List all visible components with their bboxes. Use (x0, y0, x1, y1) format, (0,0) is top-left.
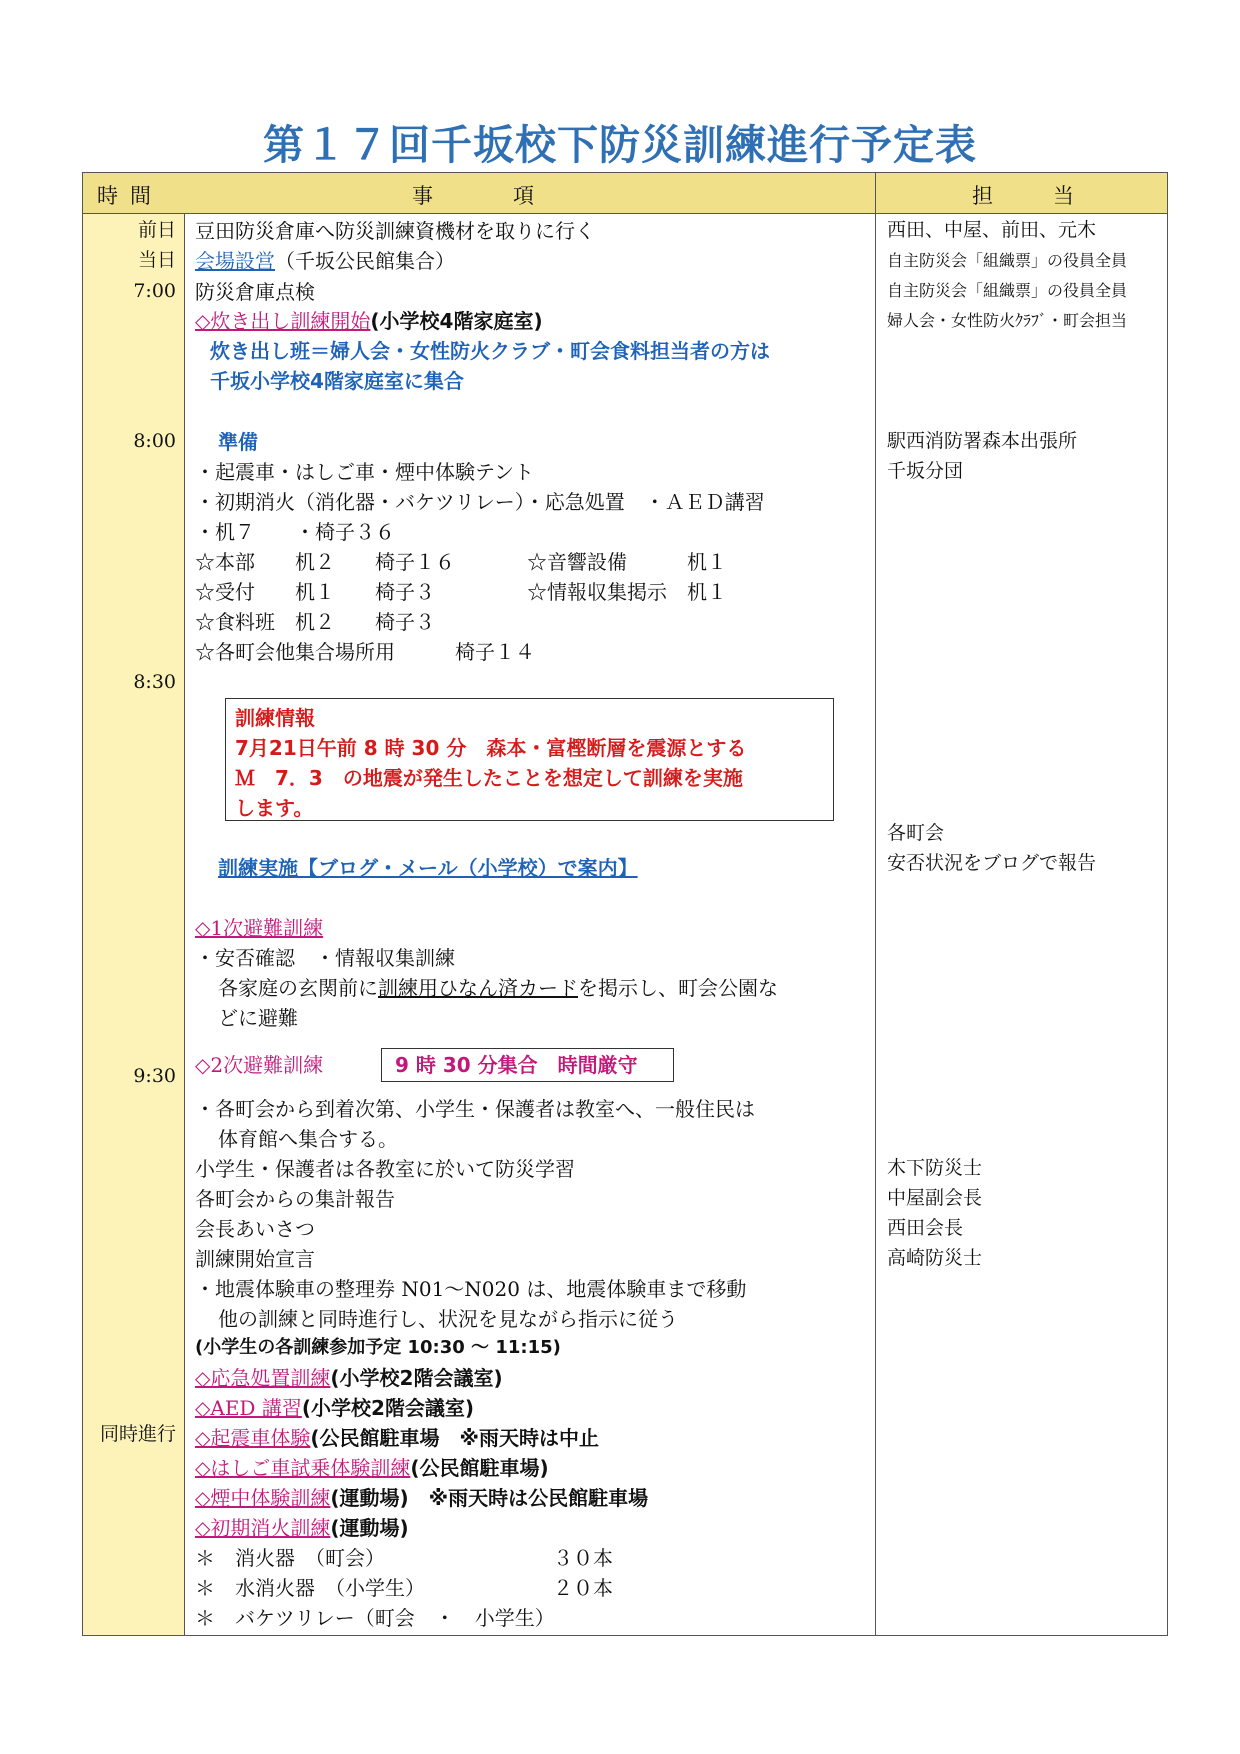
training-heading: ◇起震車体験 (195, 1426, 311, 1450)
assignee-text: 中屋副会長 (887, 1187, 983, 1209)
assignee-text: 駅西消防署森本出張所 (887, 430, 1078, 452)
training-heading: ◇炊き出し訓練開始 (195, 309, 371, 333)
item-text: 体育館へ集合する。 (218, 1127, 398, 1151)
info-text: Ｍ 7．3 の地震が発生したことを想定して訓練を実施 (235, 766, 743, 790)
item-line (195, 1398, 474, 1418)
training-heading: ◇はしご車試乗体験訓練 (195, 1456, 411, 1480)
item-line (195, 1428, 599, 1448)
item-text: ・安否確認 ・情報収集訓練 (195, 946, 455, 970)
assignee-text: 西田、中屋、前田、元木 (887, 219, 1097, 241)
item-text: 会長あいさつ (195, 1217, 315, 1241)
time-label: 8:30 (133, 671, 176, 693)
assignee-text: 婦人会・女性防火ｸﾗﾌﾞ・町会担当 (887, 311, 1128, 330)
training-heading: ◇応急処置訓練 (195, 1366, 331, 1390)
item-text-emphasis: 会場設営 (195, 249, 275, 273)
item-line (195, 1518, 409, 1538)
training-heading: ◇1次避難訓練 (195, 916, 324, 940)
assignee-text: 高崎防災士 (887, 1247, 983, 1269)
item-text: ☆情報収集掲示 机１ (527, 580, 727, 604)
assembly-time-text: 9 時 30 分集合 時間厳守 (395, 1053, 638, 1077)
item-text: 豆田防災倉庫へ防災訓練資機材を取りに行く (195, 219, 595, 243)
item-text: 準備 (218, 430, 258, 454)
item-line (195, 251, 455, 271)
item-text: ☆受付 机１ 椅子３ (195, 580, 435, 604)
item-text: 防災倉庫点検 (195, 280, 315, 304)
assignee-text: 千坂分団 (887, 460, 964, 482)
column-divider (875, 172, 876, 1636)
info-text: 訓練情報 (235, 706, 315, 730)
item-text: (小学生の各訓練参加予定 10:30 ～ 11:15) (195, 1337, 561, 1358)
item-text: どに避難 (218, 1006, 298, 1030)
item-text: (小学校2階会議室) (301, 1396, 475, 1420)
info-text: 7月21日午前 8 時 30 分 森本・富樫断層を震源とする (235, 736, 747, 760)
item-text: を掲示し、町会公園な (578, 976, 778, 1000)
item-text: ☆各町会他集合場所用 椅子１４ (195, 640, 535, 664)
item-text: ＊ バケツリレー（町会 ・ 小学生） (195, 1606, 555, 1630)
training-heading: ◇煙中体験訓練 (195, 1486, 331, 1510)
item-line (195, 1368, 503, 1388)
item-text: ☆食料班 机２ 椅子３ (195, 610, 435, 634)
item-text: ☆音響設備 机１ (527, 550, 727, 574)
item-text: （千坂公民館集合） (275, 249, 455, 273)
assignee-text: 木下防災士 (887, 1157, 983, 1179)
time-label: 同時進行 (99, 1423, 176, 1445)
item-text: (小学校4階家庭室) (370, 309, 543, 333)
item-text: 千坂小学校4階家庭室に集合 (210, 369, 464, 393)
item-text: (小学校2階会議室) (330, 1366, 503, 1390)
item-text: ＊ 消火器 （町会） (195, 1546, 385, 1570)
time-label: 8:00 (133, 430, 176, 452)
assignee-text: 各町会 (887, 822, 945, 844)
item-text: 訓練実施【ブログ・メール（小学校）で案内】 (218, 856, 638, 880)
item-text: ＊ 水消火器 （小学生） (195, 1576, 425, 1600)
time-label: 7:00 (133, 280, 176, 302)
page-title: 第１７回千坂校下防災訓練進行予定表 (263, 121, 977, 169)
item-text: ３０本 (553, 1546, 613, 1570)
training-heading: ◇AED 講習 (195, 1396, 302, 1420)
item-text: (運動場) ※雨天時は公民館駐車場 (330, 1486, 649, 1510)
item-line (195, 1488, 648, 1508)
header-time: 時間 (97, 184, 163, 208)
header-assignee: 担当 (972, 184, 1134, 208)
item-text: ・初期消火（消化器・バケツリレー）・応急処置 ・ＡＥＤ講習 (195, 490, 765, 514)
header-item: 事項 (412, 184, 614, 208)
item-line (195, 311, 543, 331)
item-text: ・机７ ・椅子３６ (195, 520, 395, 544)
assignee-text: 自主防災会「組織票」の役員全員 (887, 251, 1128, 270)
item-text: 他の訓練と同時進行し、状況を見ながら指示に従う (218, 1307, 678, 1331)
item-text: ・地震体験車の整理券 N01～N020 は、地震体験車まで移動 (195, 1277, 747, 1301)
item-line (195, 1458, 549, 1478)
item-text: 小学生・保護者は各教室に於いて防災学習 (195, 1157, 575, 1181)
item-text: (運動場) (330, 1516, 409, 1540)
item-text: ・各町会から到着次第、小学生・保護者は教室へ、一般住民は (195, 1097, 755, 1121)
assignee-text: 安否状況をブログで報告 (887, 852, 1097, 874)
training-heading: ◇初期消火訓練 (195, 1516, 331, 1540)
item-text: 各家庭の玄関前に (218, 976, 378, 1000)
info-text: します。 (235, 796, 314, 820)
assignee-text: 自主防災会「組織票」の役員全員 (887, 281, 1128, 300)
item-text-emphasis: 訓練用ひなん済カード (378, 976, 578, 1000)
assignee-text: 西田会長 (887, 1217, 964, 1239)
item-text: (公民館駐車場 ※雨天時は中止 (310, 1426, 599, 1450)
item-text: ・起震車・はしご車・煙中体験テント (195, 460, 534, 484)
item-text: ２０本 (553, 1576, 613, 1600)
item-line (218, 978, 778, 998)
time-label: 当日 (137, 249, 176, 271)
time-label: 前日 (137, 219, 176, 241)
item-text: 炊き出し班＝婦人会・女性防火クラブ・町会食料担当者の方は (210, 339, 770, 363)
item-text: 訓練開始宣言 (195, 1247, 315, 1271)
item-text: 各町会からの集計報告 (195, 1187, 395, 1211)
time-label: 9:30 (133, 1065, 176, 1087)
item-text: ☆本部 机２ 椅子１６ (195, 550, 455, 574)
training-heading: ◇2次避難訓練 (195, 1053, 324, 1077)
item-text: (公民館駐車場) (410, 1456, 549, 1480)
